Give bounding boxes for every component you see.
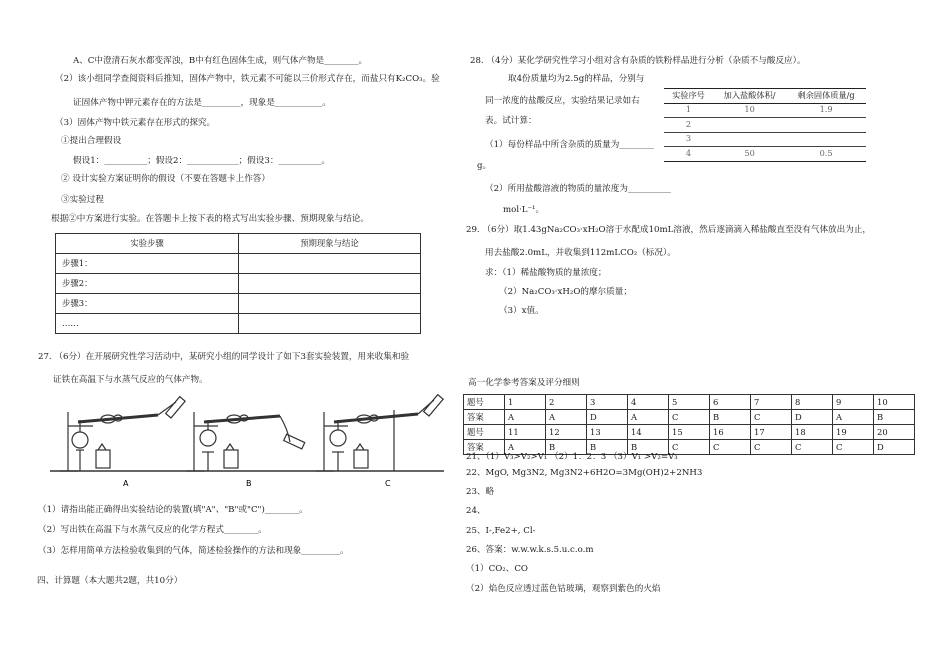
table-row bbox=[56, 294, 421, 314]
answer-21: 21、（1）V₃>V₂>V₁ （2）1：2：3 （3）V₁ >V₂=V₃ bbox=[466, 452, 678, 462]
q27-part-1: （1）请指出能正确得出实验结论的装置(填"A"、"B"或"C")________。 bbox=[38, 505, 308, 515]
q27-line-2: 证铁在高温下与水蒸气反应的气体产物。 bbox=[53, 375, 208, 385]
table-cell: 2 bbox=[546, 395, 587, 410]
table-cell: B bbox=[546, 440, 587, 455]
table-cell: …… bbox=[56, 314, 239, 334]
table-cell: A bbox=[505, 440, 546, 455]
table-cell bbox=[239, 314, 421, 334]
answer-table bbox=[463, 394, 915, 455]
table-cell bbox=[713, 132, 786, 147]
table-cell: 11 bbox=[505, 425, 546, 440]
table-cell: 1.9 bbox=[786, 103, 866, 118]
table-cell: 步骤2： bbox=[56, 274, 239, 294]
table-cell: 6 bbox=[710, 395, 751, 410]
table-cell: 15 bbox=[669, 425, 710, 440]
experiment-table bbox=[55, 233, 421, 334]
table-cell: 4 bbox=[628, 395, 669, 410]
q26-line-8: ③实验过程 bbox=[61, 195, 104, 205]
table-cell: 50 bbox=[713, 147, 786, 162]
table-row bbox=[464, 410, 915, 425]
table-row bbox=[664, 118, 866, 133]
table-row bbox=[664, 103, 866, 118]
table-cell: 1 bbox=[505, 395, 546, 410]
q29-line-1: 29. （6分）取1.43gNa₂CO₃·xH₂O溶于水配成10mL溶液，然后逐滴滴入稀盐酸直至没有气体放出为止， bbox=[466, 225, 872, 235]
table-cell: 9 bbox=[833, 395, 874, 410]
table-cell: B bbox=[587, 440, 628, 455]
table-cell: C bbox=[669, 410, 710, 425]
q27-part-3: （3）怎样用简单方法检验收集到的气体，简述检验操作的方法和现象_________。 bbox=[38, 546, 349, 556]
table-cell: 20 bbox=[874, 425, 915, 440]
q26-hypotheses: 假设1：__________；假设2：____________；假设3：__________。 bbox=[73, 156, 331, 166]
table-cell: A bbox=[505, 410, 546, 425]
q26-line-3: 证固体产物中钾元素存在的方法是_________，现象是___________。 bbox=[73, 98, 331, 108]
table-cell: D bbox=[874, 440, 915, 455]
table-cell bbox=[239, 294, 421, 314]
table-cell: 14 bbox=[628, 425, 669, 440]
table-cell: A bbox=[628, 410, 669, 425]
table-header: 预期现象与结论 bbox=[239, 234, 421, 254]
table-header: 加入盐酸体积/ bbox=[713, 89, 786, 104]
table-cell: D bbox=[587, 410, 628, 425]
table-cell: 7 bbox=[751, 395, 792, 410]
table-cell: 题号 bbox=[464, 425, 505, 440]
table-cell: 2 bbox=[664, 118, 713, 133]
answer-26: 26、答案：w.w.w.k.s.5.u.c.o.m bbox=[466, 545, 594, 555]
table-cell: C bbox=[833, 440, 874, 455]
table-cell: 步骤3： bbox=[56, 294, 239, 314]
table-header: 实验序号 bbox=[664, 89, 713, 104]
table-cell: 10 bbox=[874, 395, 915, 410]
table-cell bbox=[786, 132, 866, 147]
table-cell: 答案 bbox=[464, 440, 505, 455]
table-cell: 3 bbox=[587, 395, 628, 410]
table-header: 剩余固体质量/g bbox=[786, 89, 866, 104]
table-cell: B bbox=[874, 410, 915, 425]
table-header: 实验步骤 bbox=[56, 234, 239, 254]
table-cell: 13 bbox=[587, 425, 628, 440]
table-row bbox=[56, 254, 421, 274]
table-cell bbox=[239, 254, 421, 274]
q26-line-5: ①提出合理假设 bbox=[61, 136, 122, 146]
q28-line-3: 同一浓度的盐酸反应，实验结果记录如右 bbox=[485, 96, 640, 106]
table-cell: A bbox=[833, 410, 874, 425]
answer-24: 24、 bbox=[466, 506, 486, 516]
table-cell: C bbox=[751, 440, 792, 455]
table-cell: 4 bbox=[664, 147, 713, 162]
q28-line-6: g。 bbox=[477, 161, 492, 171]
q28-line-5: （1）每份样品中所含杂质的质量为________ bbox=[485, 140, 654, 150]
table-cell: 17 bbox=[751, 425, 792, 440]
table-cell bbox=[786, 118, 866, 133]
apparatus-label-b: B bbox=[246, 479, 252, 488]
table-cell: B bbox=[628, 440, 669, 455]
table-cell: 题号 bbox=[464, 395, 505, 410]
table-cell: A bbox=[546, 410, 587, 425]
answer-25: 25、I-,Fe2+, Cl- bbox=[466, 526, 536, 536]
table-cell: C bbox=[751, 410, 792, 425]
answer-23: 23、略 bbox=[466, 487, 495, 497]
table-cell bbox=[239, 274, 421, 294]
q27-line-1: 27. （6分）在开展研究性学习活动中，某研究小组的同学设计了如下3套实验装置，用来收集和验 bbox=[38, 352, 410, 362]
q26-line-9: 根据②中方案进行实验。在答题卡上按下表的格式写出实验步骤、预期现象与结论。 bbox=[51, 214, 369, 224]
table-cell: B bbox=[710, 410, 751, 425]
answer-key-title: 高一化学参考答案及评分细则 bbox=[468, 378, 580, 388]
q29-line-2: 用去盐酸2.0mL，并收集到112mLCO₂（标况）。 bbox=[485, 248, 676, 258]
table-cell: 18 bbox=[792, 425, 833, 440]
section-4-heading: 四、计算题（本大题共2题，共10分） bbox=[37, 576, 183, 586]
q29-line-4: （2）Na₂CO₃·xH₂O的摩尔质量； bbox=[499, 287, 632, 297]
table-row bbox=[464, 425, 915, 440]
q28-line-4: 表。试计算： bbox=[485, 116, 537, 126]
apparatus-figure bbox=[48, 392, 448, 492]
q28-line-7: （2）所用盐酸溶液的物质的量浓度为__________ bbox=[485, 184, 671, 194]
table-cell: 答案 bbox=[464, 410, 505, 425]
q26-line-4: （3）固体产物中铁元素存在形式的探究。 bbox=[55, 118, 216, 128]
table-cell: C bbox=[669, 440, 710, 455]
table-cell: 19 bbox=[833, 425, 874, 440]
table-cell: 1 bbox=[664, 103, 713, 118]
table-cell: 8 bbox=[792, 395, 833, 410]
apparatus-label-c: C bbox=[385, 479, 391, 488]
q28-line-1: 28. （4分）某化学研究性学习小组对含有杂质的铁粉样品进行分析（杂质不与酸反应）。 bbox=[470, 56, 806, 66]
table-cell bbox=[713, 118, 786, 133]
table-cell: 0.5 bbox=[786, 147, 866, 162]
q29-line-3: 求：（1）稀盐酸物质的量浓度； bbox=[485, 268, 607, 278]
q26-line-1: A、C中澄清石灰水都变浑浊，B中有红色固体生成，则气体产物是________。 bbox=[73, 56, 368, 66]
q26-line-7: ② 设计实验方案证明你的假设（不要在答题卡上作答） bbox=[61, 174, 270, 184]
q28-line-8: mol·L⁻¹。 bbox=[503, 205, 545, 215]
answer-26-2: （2）焰色反应透过蓝色钴玻璃，观察到紫色的火焰 bbox=[466, 584, 661, 594]
table-cell: 3 bbox=[664, 132, 713, 147]
table-row bbox=[664, 132, 866, 147]
q27-part-2: （2）写出铁在高温下与水蒸气反应的化学方程式________。 bbox=[38, 525, 267, 535]
q28-line-2: 取4份质量均为2.5g的样品，分别与 bbox=[508, 74, 645, 84]
table-cell: 16 bbox=[710, 425, 751, 440]
q29-line-5: （3）x值。 bbox=[499, 306, 544, 316]
answer-22: 22、MgO, Mg3N2, Mg3N2+6H2O=3Mg(OH)2+2NH3 bbox=[466, 468, 703, 478]
answer-26-1: （1）CO₂、CO bbox=[466, 564, 528, 574]
q28-data-table bbox=[664, 88, 866, 162]
apparatus-label-a: A bbox=[123, 479, 129, 488]
table-row bbox=[56, 274, 421, 294]
table-cell: 10 bbox=[713, 103, 786, 118]
table-row bbox=[464, 395, 915, 410]
table-row bbox=[664, 147, 866, 162]
table-cell: C bbox=[792, 440, 833, 455]
table-cell: 12 bbox=[546, 425, 587, 440]
table-cell: D bbox=[792, 410, 833, 425]
table-row bbox=[56, 314, 421, 334]
table-cell: C bbox=[710, 440, 751, 455]
q26-line-2: （2）该小组同学查阅资料后推知，固体产物中，铁元素不可能以三价形式存在，而盐只有K₂CO₃。验 bbox=[55, 74, 440, 84]
table-cell: 步骤1： bbox=[56, 254, 239, 274]
table-cell: 5 bbox=[669, 395, 710, 410]
